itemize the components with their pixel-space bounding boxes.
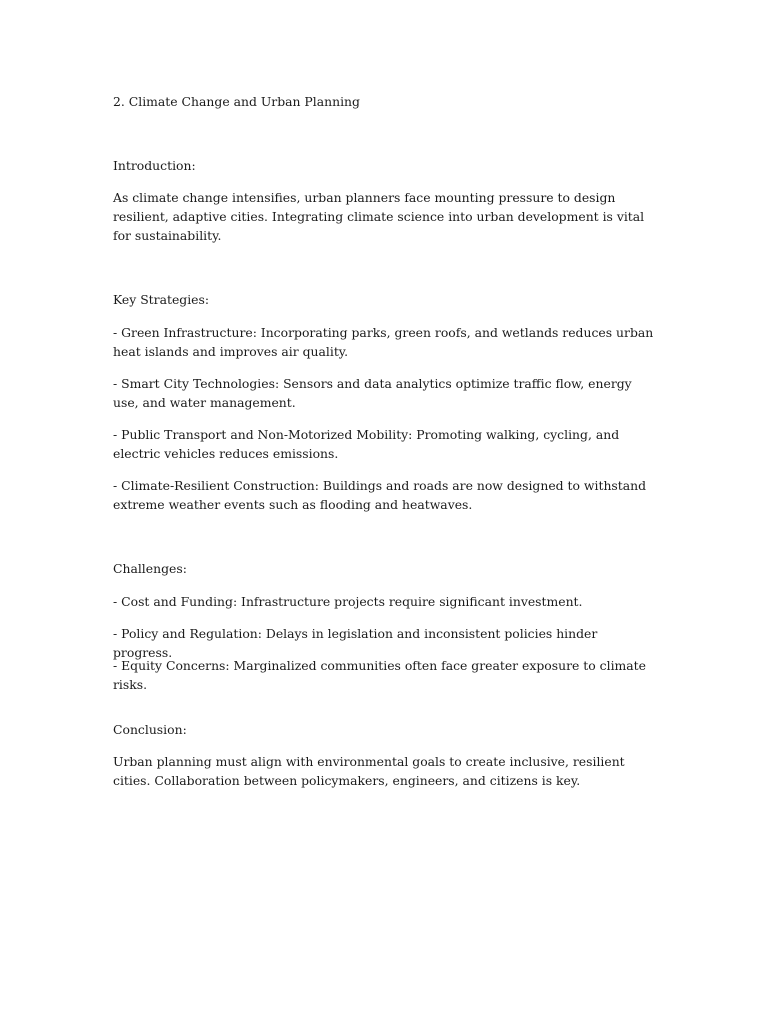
document-title: 2. Climate Change and Urban Planning <box>113 94 360 109</box>
challenges-heading: Challenges: <box>113 561 187 576</box>
challenge-item-equity: - Equity Concerns: Marginalized communities often face greater exposure to climate risks. <box>113 658 646 692</box>
strategy-item-public-transport: - Public Transport and Non-Motorized Mobility: Promoting walking, cycling, and electric vehicles reduces emissions. <box>113 427 620 461</box>
strategy-item-green-infrastructure: - Green Infrastructure: Incorporating parks, green roofs, and wetlands reduces urban heat islands and improves air quality. <box>113 325 654 359</box>
challenge-item-policy: - Policy and Regulation: Delays in legislation and inconsistent policies hinder progress. <box>113 626 598 660</box>
strategy-item-smart-city: - Smart City Technologies: Sensors and data analytics optimize traffic flow, energy use, and water management. <box>113 376 632 410</box>
introduction-heading: Introduction: <box>113 158 196 173</box>
key-strategies-heading: Key Strategies: <box>113 292 210 307</box>
strategy-item-resilient-construction: - Climate-Resilient Construction: Buildings and roads are now designed to withstand extreme weather events such as flooding and heatwaves. <box>113 478 647 512</box>
introduction-body: As climate change intensifies, urban planners face mounting pressure to design resilient, adaptive cities. Integrating climate science into urban development is vital for sustainability. <box>113 190 645 243</box>
challenge-item-cost: - Cost and Funding: Infrastructure projects require significant investment. <box>113 594 583 609</box>
conclusion-heading: Conclusion: <box>113 722 187 737</box>
conclusion-body: Urban planning must align with environmental goals to create inclusive, resilient cities. Collaboration between policymakers, engineers, and citizens is key. <box>113 754 625 788</box>
